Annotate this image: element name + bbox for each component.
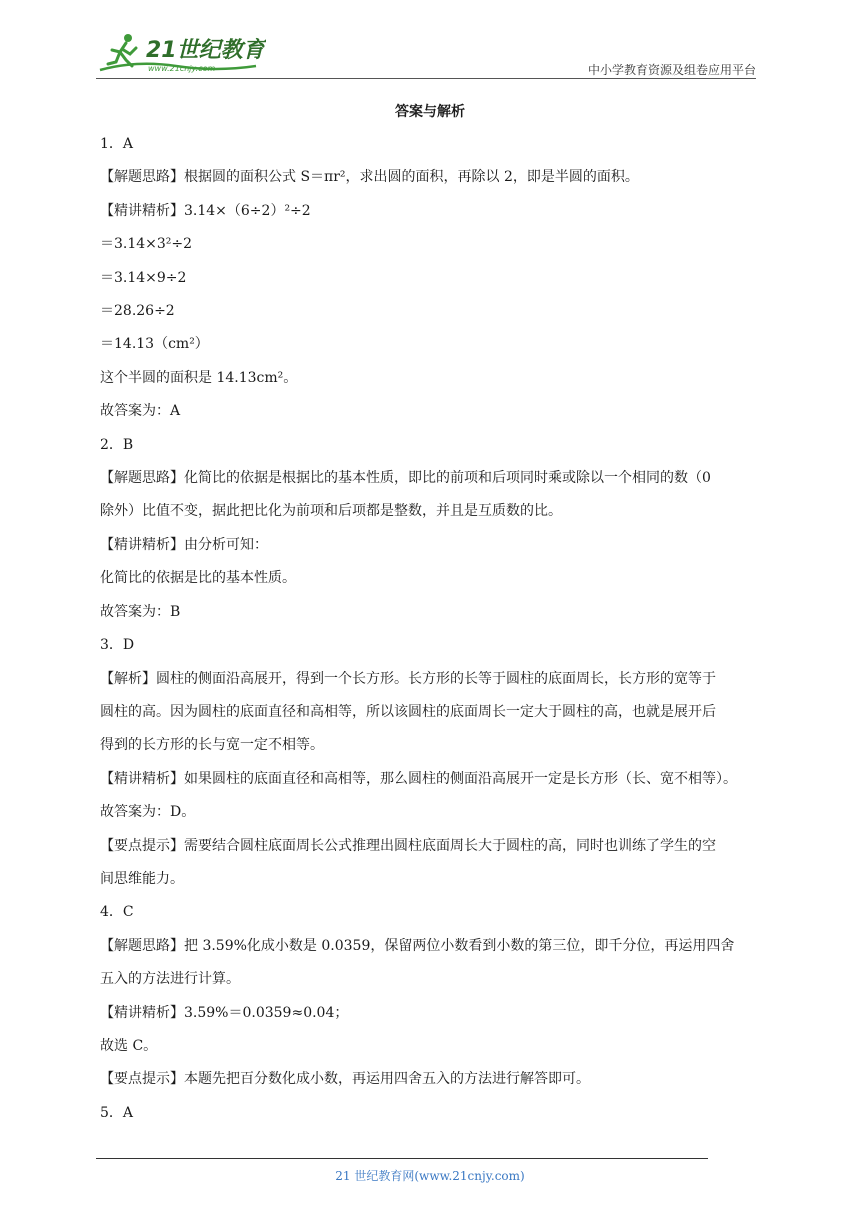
text-line: 五入的方法进行计算。: [100, 971, 240, 988]
text-line: 除外）比值不变，据此把比化为前项和后项都是整数，并且是互质数的比。: [100, 503, 562, 520]
text-line: 【精讲精析】3.59%＝0.0359≈0.04；: [100, 1004, 349, 1021]
text-line: ＝14.13（cm²）: [100, 336, 209, 353]
text-line: 化简比的依据是比的基本性质。: [100, 570, 296, 587]
text-line: 【解析】圆柱的侧面沿高展开，得到一个长方形。长方形的长等于圆柱的底面周长，长方形的宽等于: [100, 670, 716, 687]
logo-text: 21世纪教育: [146, 38, 265, 63]
page-title: 答案与解析: [395, 104, 465, 120]
text-line: 1．A: [100, 136, 134, 152]
text-line: ＝3.14×3²÷2: [100, 236, 193, 253]
text-line: 【解题思路】根据圆的面积公式 S＝πr²，求出圆的面积，再除以 2，即是半圆的面积。: [100, 169, 639, 186]
text-line: 故答案为：A: [100, 403, 181, 420]
text-line: 【要点提示】本题先把百分数化成小数，再运用四舍五入的方法进行解答即可。: [100, 1071, 590, 1088]
footer-site-link[interactable]: 21 世纪教育网(www.21cnjy.com): [335, 1169, 525, 1183]
text-line: 【精讲精析】由分析可知：: [100, 536, 268, 553]
text-line: 【要点提示】需要结合圆柱底面周长公式推理出圆柱底面周长大于圆柱的高，同时也训练了学生的空: [100, 837, 716, 854]
logo-21cnjy-icon: [96, 30, 266, 76]
footer-divider: [96, 1158, 708, 1159]
text-line: 4．C: [100, 904, 134, 921]
text-line: 3．D: [100, 637, 135, 654]
platform-label: 中小学教育资源及组卷应用平台: [587, 63, 756, 77]
page-header: [96, 30, 756, 78]
text-line: 【精讲精析】3.14×（6÷2）²÷2: [100, 202, 311, 219]
answer-content: [100, 128, 762, 1130]
text-line: 故答案为：B: [100, 603, 181, 620]
text-line: 得到的长方形的长与宽一定不相等。: [100, 737, 324, 754]
text-line: 圆柱的高。因为圆柱的底面直径和高相等，所以该圆柱的底面周长一定大于圆柱的高，也就是展开后: [100, 703, 716, 720]
text-line: ＝3.14×9÷2: [100, 269, 187, 286]
header-divider: [96, 78, 756, 79]
text-line: 【精讲精析】如果圆柱的底面直径和高相等，那么圆柱的侧面沿高展开一定是长方形（长、宽不相等）。: [100, 770, 737, 787]
logo-url-text: www.21cnjy.com: [148, 64, 216, 73]
text-line: 故选 C。: [100, 1037, 158, 1054]
text-line: 2．B: [100, 436, 134, 453]
text-line: 间思维能力。: [100, 870, 184, 887]
text-line: 5．A: [100, 1104, 134, 1121]
text-line: 这个半圆的面积是 14.13cm²。: [100, 369, 298, 386]
text-line: 【解题思路】化简比的依据是根据比的基本性质，即比的前项和后项同时乘或除以一个相同的数（0: [100, 470, 711, 487]
text-line: ＝28.26÷2: [100, 303, 175, 320]
text-line: 故答案为：D。: [100, 804, 196, 821]
text-line: 【解题思路】把 3.59%化成小数是 0.0359，保留两位小数看到小数的第三位，即千分位，再运用四舍: [100, 937, 735, 954]
